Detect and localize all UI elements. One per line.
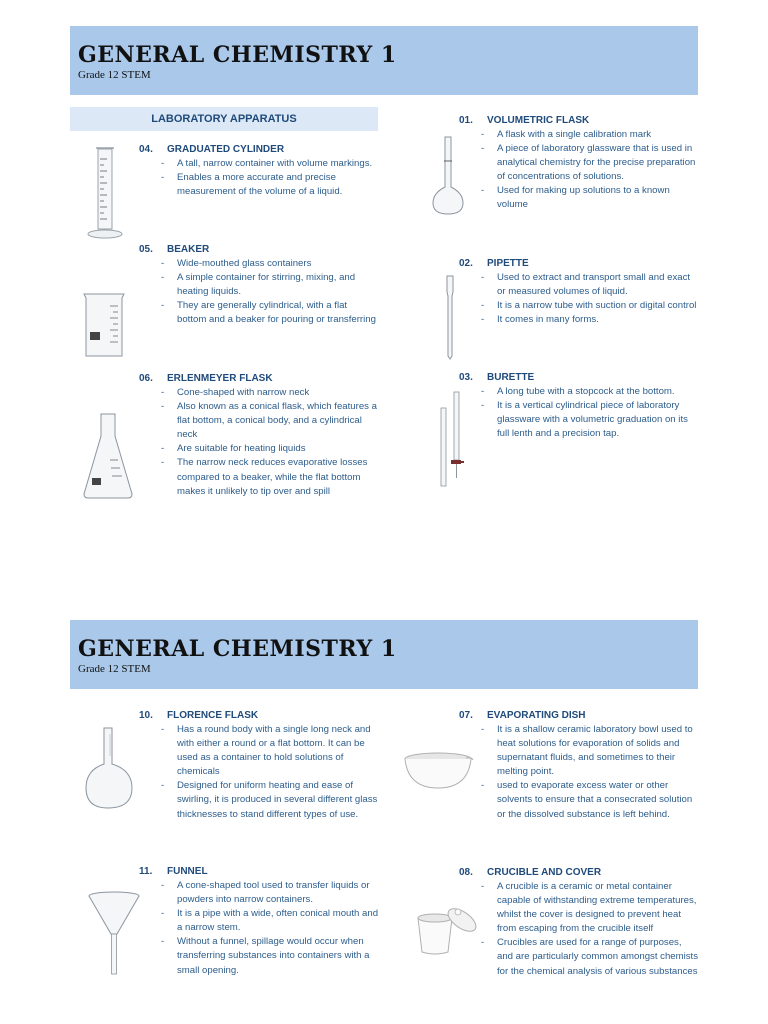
- page2-subtitle: Grade 12 STEM: [78, 663, 151, 675]
- item-name: EVAPORATING DISH: [487, 710, 586, 721]
- item-name: VOLUMETRIC FLASK: [487, 115, 590, 126]
- item-bullet: - It comes in many forms.: [479, 313, 699, 327]
- funnel-icon: [86, 890, 142, 976]
- item-bullet: - Wide-mouthed glass containers: [159, 257, 379, 271]
- item-bullet: - The narrow neck reduces evaporative losses compared to a beaker, while the flat bottom makes it unlikely to tip over and spill: [159, 456, 379, 498]
- item-number: 10.: [139, 710, 153, 721]
- item-bullet: - A cone-shaped tool used to transfer liquids or powders into narrow containers.: [159, 879, 379, 907]
- item-bullet: - A long tube with a stopcock at the bottom.: [479, 385, 699, 399]
- apparatus-item-crucible-and-cover: [459, 867, 699, 979]
- item-name: CRUCIBLE AND COVER: [487, 867, 602, 878]
- item-number: 05.: [139, 244, 153, 255]
- item-bullet: - Designed for uniform heating and ease of swirling, it is produced in several different glass thicknesses to stand different types of use.: [159, 779, 379, 821]
- item-bullet: - Has a round body with a single long neck and with either a round or a flat bottom. It can be used as a container to hold solutions of chemicals: [159, 723, 379, 779]
- item-number: 11.: [139, 866, 153, 877]
- item-number: 07.: [459, 710, 473, 721]
- item-number: 02.: [459, 258, 473, 269]
- apparatus-item-florence-flask: [139, 710, 379, 822]
- page2-title: GENERAL CHEMISTRY 1: [78, 636, 397, 662]
- item-bullet: - Used for making up solutions to a known volume: [479, 184, 699, 212]
- item-number: 06.: [139, 373, 153, 384]
- item-number: 01.: [459, 115, 473, 126]
- item-bullet: - A tall, narrow container with volume markings.: [159, 157, 379, 171]
- page2-header-banner: [70, 620, 698, 689]
- item-name: GRADUATED CYLINDER: [167, 144, 285, 155]
- item-bullet: - It is a pipe with a wide, often conical mouth and a narrow stem.: [159, 907, 379, 935]
- item-bullet: - A crucible is a ceramic or metal container capable of withstanding extreme temperatures, whilst the cover is designed to prevent heat from escaping from the crucible itself: [479, 880, 699, 936]
- item-bullet: - It is a narrow tube with suction or digital control: [479, 299, 699, 313]
- apparatus-item-volumetric-flask: [459, 115, 699, 213]
- graduated-cylinder-icon: [85, 145, 125, 241]
- item-name: BURETTE: [487, 372, 535, 383]
- item-bullet: - Crucibles are used for a range of purposes, and are particularly common amongst chemists for the chemical analysis of various substances: [479, 936, 699, 978]
- item-number: 04.: [139, 144, 153, 155]
- item-bullet: - Enables a more accurate and precise measurement of the volume of a liquid.: [159, 171, 379, 199]
- item-name: BEAKER: [167, 244, 210, 255]
- item-number: 08.: [459, 867, 473, 878]
- section-label: LABORATORY APPARATUS: [70, 107, 378, 131]
- item-name: PIPETTE: [487, 258, 529, 269]
- item-name: ERLENMEYER FLASK: [167, 373, 273, 384]
- page1-title: GENERAL CHEMISTRY 1: [78, 42, 397, 68]
- apparatus-item-erlenmeyer-flask: [139, 373, 379, 499]
- apparatus-item-pipette: [459, 258, 699, 327]
- florence-flask-icon: [82, 726, 136, 812]
- item-bullet: - Are suitable for heating liquids: [159, 442, 379, 456]
- item-number: 03.: [459, 372, 473, 383]
- item-bullet: - Cone-shaped with narrow neck: [159, 386, 379, 400]
- page1-subtitle: Grade 12 STEM: [78, 69, 151, 81]
- item-bullet: - It is a vertical cylindrical piece of laboratory glassware with a volumetric graduation on its full lenth and a precision tap.: [479, 399, 699, 441]
- item-bullet: - A simple container for stirring, mixing, and heating liquids.: [159, 271, 379, 299]
- item-name: FLORENCE FLASK: [167, 710, 259, 721]
- apparatus-item-graduated-cylinder: [139, 144, 379, 199]
- item-bullet: - used to evaporate excess water or other solvents to ensure that a consecrated solution or the dissolved substance is left behind.: [479, 779, 699, 821]
- item-bullet: - Used to extract and transport small and exact or measured volumes of liquid.: [479, 271, 699, 299]
- page1-header-banner: [70, 26, 698, 95]
- apparatus-item-evaporating-dish: [459, 710, 699, 822]
- item-bullet: - They are generally cylindrical, with a flat bottom and a beaker for pouring or transferring: [159, 299, 379, 327]
- erlenmeyer-flask-icon: [80, 410, 136, 502]
- apparatus-item-funnel: [139, 866, 379, 978]
- apparatus-item-burette: [459, 372, 699, 441]
- item-name: FUNNEL: [167, 866, 208, 877]
- pipette-icon: [440, 274, 460, 360]
- item-bullet: - Also known as a conical flask, which features a flat bottom, a conical body, and a cylindrical neck: [159, 400, 379, 442]
- item-bullet: - A flask with a single calibration mark: [479, 128, 699, 142]
- item-bullet: - Without a funnel, spillage would occur when transferring substances into containers with a small opening.: [159, 935, 379, 977]
- item-bullet: - It is a shallow ceramic laboratory bowl used to heat solutions for evaporation of solids and supernatant fluids, and sometimes to their melting point.: [479, 723, 699, 779]
- item-bullet: - A piece of laboratory glassware that is used in analytical chemistry for the precise preparation of concentrations of solutions.: [479, 142, 699, 184]
- apparatus-item-beaker: [139, 244, 379, 327]
- beaker-icon: [80, 290, 130, 360]
